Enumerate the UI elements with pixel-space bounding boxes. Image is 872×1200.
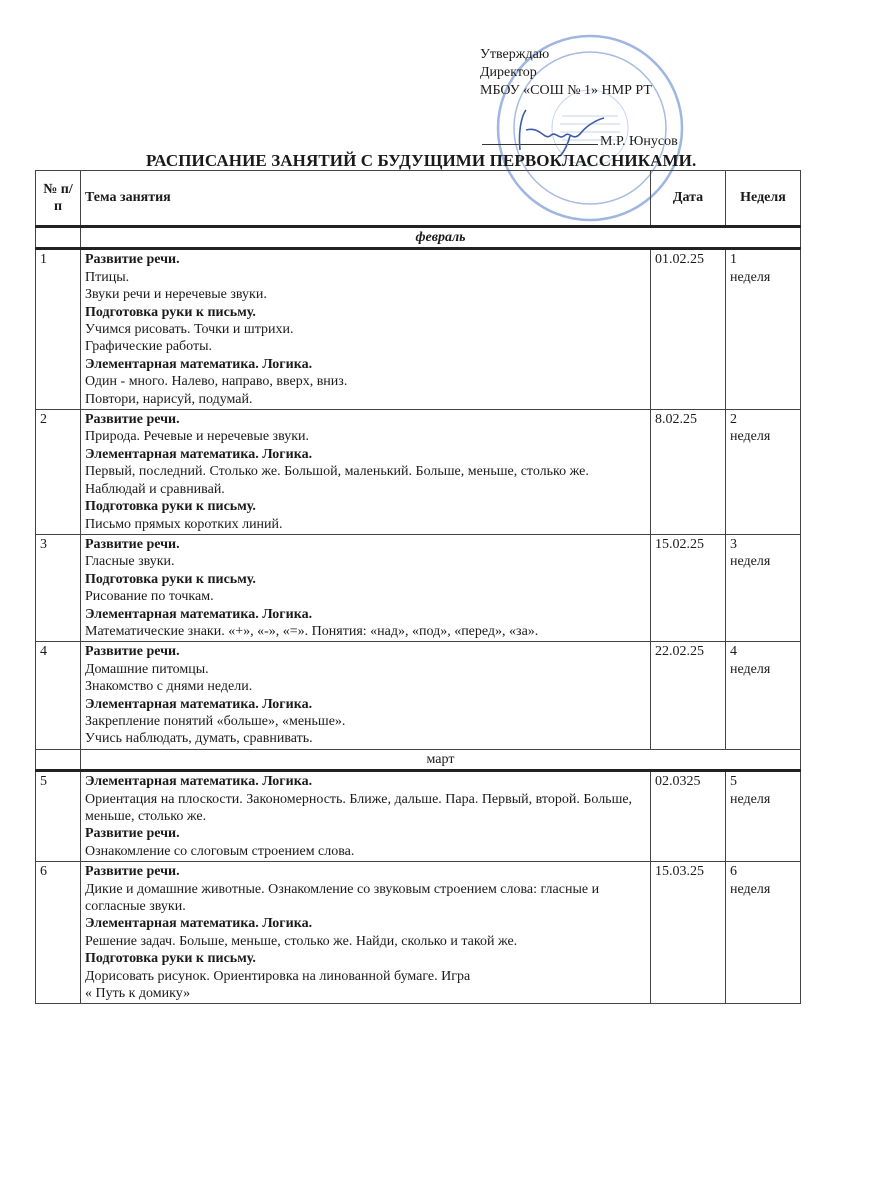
date-cell: 01.02.25 [651, 249, 726, 410]
week-cell [726, 410, 801, 535]
week-number: 3 [730, 536, 737, 552]
topic-cell [81, 862, 651, 1004]
week-number: 4 [730, 644, 737, 660]
topic-text: Ориентация на плоскости. Закономерность. Ближе, дальше. Пара. Первый, второй. Больше, меньше, столько же. [85, 791, 633, 824]
topic-cell [81, 249, 651, 410]
topic-section-heading: Подготовка руки к письму. [85, 499, 256, 515]
week-cell [726, 249, 801, 410]
topic-cell [81, 534, 651, 641]
topic-text: « Путь к домику» [85, 986, 191, 1002]
topic-text: Домашние питомцы. [85, 661, 209, 677]
topic-text: Повтори, нарисуй, подумай. [85, 391, 253, 407]
row-number: 5 [36, 771, 81, 862]
week-label: неделя [730, 554, 771, 570]
topic-text: Дикие и домашние животные. Ознакомление со звуковым строением слова: гласные и согласные звуки. [85, 881, 600, 915]
topic-section-heading: Элементарная математика. Логика. [85, 916, 313, 932]
topic-cell [81, 642, 651, 749]
date-cell: 02.0325 [651, 771, 726, 862]
page-title: РАСПИСАНИЕ ЗАНЯТИЙ С БУДУЩИМИ ПЕРВОКЛАССНИКАМИ. [146, 151, 697, 170]
row-number: 6 [36, 862, 81, 1004]
table-row [36, 410, 801, 535]
topic-text: Учимся рисовать. Точки и штрихи. [85, 322, 294, 338]
topic-section-heading: Элементарная математика. Логика. [85, 446, 313, 462]
topic-text: Письмо прямых коротких линий. [85, 516, 283, 532]
topic-text: Один - много. Налево, направо, вверх, вниз. [85, 374, 348, 390]
topic-section-heading: Элементарная математика. Логика. [85, 606, 313, 622]
column-header-week: Неделя [726, 171, 801, 227]
week-cell [726, 534, 801, 641]
row-number: 1 [36, 249, 81, 410]
topic-section-heading: Элементарная математика. Логика. [85, 696, 313, 712]
table-row [36, 534, 801, 641]
date-cell: 8.02.25 [651, 410, 726, 535]
topic-text: Гласные звуки. [85, 554, 175, 570]
topic-text: Звуки речи и неречевые звуки. [85, 287, 267, 303]
month-label: март [81, 749, 801, 770]
topic-section-heading: Развитие речи. [85, 412, 180, 428]
approval-organization: МБОУ «СОШ № 1» НМР РТ [480, 83, 652, 98]
row-number: 3 [36, 534, 81, 641]
row-number: 4 [36, 642, 81, 749]
approval-block [480, 46, 652, 100]
row-number: 2 [36, 410, 81, 535]
topic-section-heading: Подготовка руки к письму. [85, 304, 256, 320]
schedule-table [35, 170, 801, 1004]
column-header-date: Дата [651, 171, 726, 227]
month-cell-empty [36, 749, 81, 770]
topic-text: Знакомство с днями недели. [85, 679, 253, 695]
topic-text: Природа. Речевые и неречевые звуки. [85, 429, 309, 445]
week-cell [726, 771, 801, 862]
month-row [36, 749, 801, 770]
week-label: неделя [730, 661, 771, 677]
topic-section-heading: Подготовка руки к письму. [85, 951, 256, 967]
week-number: 6 [730, 864, 737, 880]
topic-text: Учись наблюдать, думать, сравнивать. [85, 731, 313, 747]
topic-cell [81, 771, 651, 862]
topic-section-heading: Элементарная математика. Логика. [85, 774, 313, 790]
topic-text: Математические знаки. «+», «-», «=». Понятия: «над», «под», «перед», «за». [85, 623, 539, 639]
topic-text: Первый, последний. Столько же. Большой, маленький. Больше, меньше, столько же. Наблюдай и сравнивай. [85, 464, 589, 497]
column-header-topic: Тема занятия [81, 171, 651, 227]
topic-text: Графические работы. [85, 339, 212, 355]
week-cell [726, 642, 801, 749]
month-label: февраль [81, 227, 801, 249]
date-cell: 22.02.25 [651, 642, 726, 749]
topic-section-heading: Развитие речи. [85, 826, 180, 842]
topic-section-heading: Элементарная математика. Логика. [85, 356, 313, 372]
topic-section-heading: Развитие речи. [85, 644, 180, 660]
topic-section-heading: Развитие речи. [85, 536, 180, 552]
table-row [36, 862, 801, 1004]
topic-cell [81, 410, 651, 535]
week-cell [726, 862, 801, 1004]
topic-text: Закрепление понятий «больше», «меньше». [85, 713, 346, 729]
topic-section-heading: Развитие речи. [85, 252, 180, 268]
table-row [36, 642, 801, 749]
week-label: неделя [730, 881, 771, 897]
topic-text: Дорисовать рисунок. Ориентировка на линованной бумаге. Игра [85, 968, 471, 984]
week-label: неделя [730, 429, 771, 445]
signer-name: М.Р. Юнусов [600, 134, 678, 149]
topic-text: Ознакомление со слоговым строением слова. [85, 843, 355, 859]
table-row [36, 249, 801, 410]
date-cell: 15.02.25 [651, 534, 726, 641]
topic-section-heading: Подготовка руки к письму. [85, 571, 256, 587]
topic-text: Птицы. [85, 269, 130, 285]
topic-section-heading: Развитие речи. [85, 864, 180, 880]
table-header-row [36, 171, 801, 227]
week-label: неделя [730, 269, 771, 285]
week-number: 2 [730, 412, 737, 428]
topic-text: Рисование по точкам. [85, 589, 214, 605]
date-cell: 15.03.25 [651, 862, 726, 1004]
approval-line: Утверждаю [480, 47, 550, 62]
week-number: 5 [730, 774, 737, 790]
month-row [36, 227, 801, 249]
table-body [36, 227, 801, 1004]
topic-text: Решение задач. Больше, меньше, столько же. Найди, сколько и такой же. [85, 933, 518, 949]
month-cell-empty [36, 227, 81, 249]
approval-position: Директор [480, 65, 537, 80]
column-header-number: № п/п [36, 171, 81, 227]
week-label: неделя [730, 791, 771, 807]
week-number: 1 [730, 252, 737, 268]
table-row [36, 771, 801, 862]
